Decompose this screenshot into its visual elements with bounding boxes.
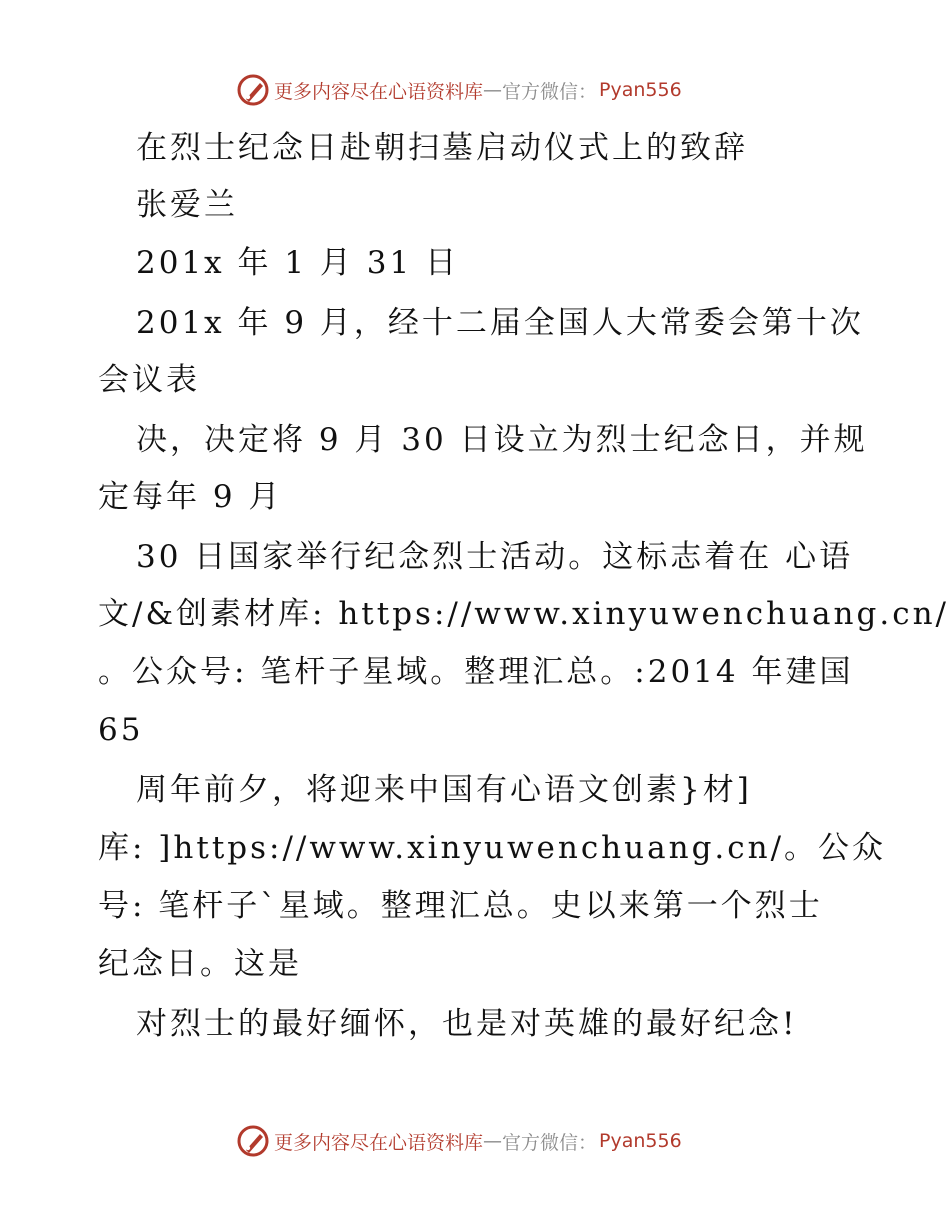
author-name: 张爱兰 (136, 187, 238, 223)
watermark-contact: 官方微信： (502, 80, 598, 103)
text-line: 201x 年 9 月，经十二届全国人大常委会第十次 (136, 305, 864, 341)
watermark-id: Pyan556 (599, 79, 682, 101)
text-line: 周年前夕，将迎来中国有心语文创素}材] (136, 772, 752, 808)
text-line: 对烈士的最好缅怀，也是对英雄的最好纪念! (136, 1006, 798, 1042)
text-line: 。公众号: 笔杆子星域。整理汇总。:2014 年建国 (98, 654, 854, 690)
pen-logo-icon (236, 1124, 270, 1158)
watermark-dash: — (483, 79, 503, 101)
watermark-brand: 更多内容尽在心语资料库 (274, 80, 484, 103)
text-line: 号: 笔杆子`星域。整理汇总。史以来第一个烈士 (98, 888, 823, 924)
text-line: 决，决定将 9 月 30 日设立为烈士纪念日，并规 (136, 422, 868, 458)
document-title: 在烈士纪念日赴朝扫墓启动仪式上的致辞 (136, 130, 748, 166)
text-line: 文/&创素材库: https://www.xinyuwenchuang.cn/ (98, 596, 949, 632)
header-watermark (236, 72, 682, 108)
text-line: 30 日国家举行纪念烈士活动。这标志着在 心语 (136, 539, 854, 575)
text-line: 纪念日。这是 (98, 946, 302, 982)
footer-watermark (236, 1123, 682, 1159)
watermark-id: Pyan556 (599, 1130, 682, 1152)
text-line: 65 (98, 712, 144, 748)
pen-logo-icon (236, 73, 270, 107)
watermark-contact: 官方微信： (502, 1131, 598, 1154)
text-line: 定每年 9 月 (98, 479, 283, 515)
watermark-dash: — (483, 1130, 503, 1152)
document-date: 201x 年 1 月 31 日 (136, 245, 460, 281)
watermark-brand: 更多内容尽在心语资料库 (274, 1131, 484, 1154)
text-line: 会议表 (98, 362, 200, 398)
text-line: 库: ]https://www.xinyuwenchuang.cn/。公众 (98, 830, 887, 866)
